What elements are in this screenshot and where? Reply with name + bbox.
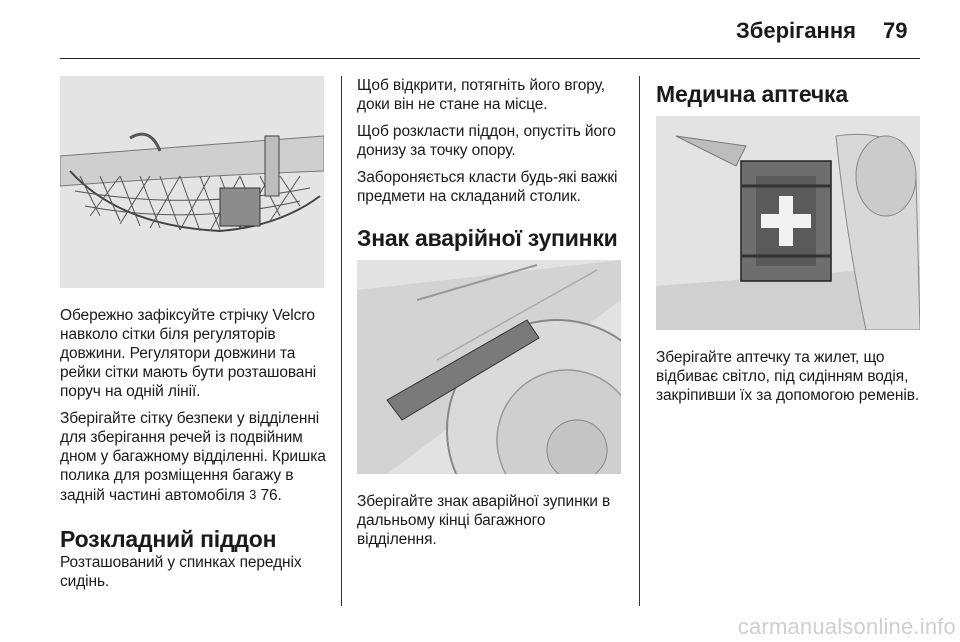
page-header [0,0,960,60]
column-divider-2 [639,76,640,606]
paragraph-store-net-text: Зберігайте сітку безпеки у відділенні для зберігання речей із подвійним дном у багажному відділенні. Кришка полика для розміщення багажу в задній частині автомобіля [60,410,326,504]
watermark: carmanualsonline.info [737,614,956,639]
paragraph-unfold-tray: Щоб розкласти піддон, опустіть його донизу за точку опору. [357,123,616,159]
paragraph-warning-triangle: Зберігайте знак аварійної зупинки в дальньому кінці багажного відділення. [357,493,611,548]
first-aid-kit-illustration [656,116,920,330]
header-divider [60,58,920,59]
section-title-warning-triangle: Знак аварійної зупинки [357,225,618,251]
paragraph-velcro: Обережно зафіксуйте стрічку Velcro навколо сітки біля регуляторів довжини. Регулятори довжини та рейки сітки мають бути розташовані поруч на одній лінії. [60,307,317,400]
paragraph-store-net [60,409,328,505]
section-title-folding-tray: Розкладний піддон [60,526,277,552]
paragraph-folding-tray: Розташований у спинках передніх сидінь. [60,554,302,590]
paragraph-first-aid-kit: Зберігайте аптечку та жилет, що відбиває світло, під сидінням водія, закріпивши їх за допомогою ременів. [656,349,920,404]
page-title: Зберігання [736,18,856,43]
column-divider-1 [341,76,342,606]
page-reference-icon: 3 [249,487,257,502]
page-number: 79 [883,18,908,43]
page-reference-link[interactable]: 76. [260,487,282,504]
section-title-first-aid-kit: Медична аптечка [656,81,848,107]
column-2 [357,76,629,557]
cargo-net-illustration [60,76,324,288]
warning-triangle-illustration [357,260,621,474]
column-3 [656,76,924,413]
column-1 [60,76,328,599]
paragraph-warning: Забороняється класти будь-які важкі предмети на складаний столик. [357,169,618,205]
paragraph-open-tray: Щоб відкрити, потягніть його вгору, доки він не стане на місце. [357,77,605,113]
